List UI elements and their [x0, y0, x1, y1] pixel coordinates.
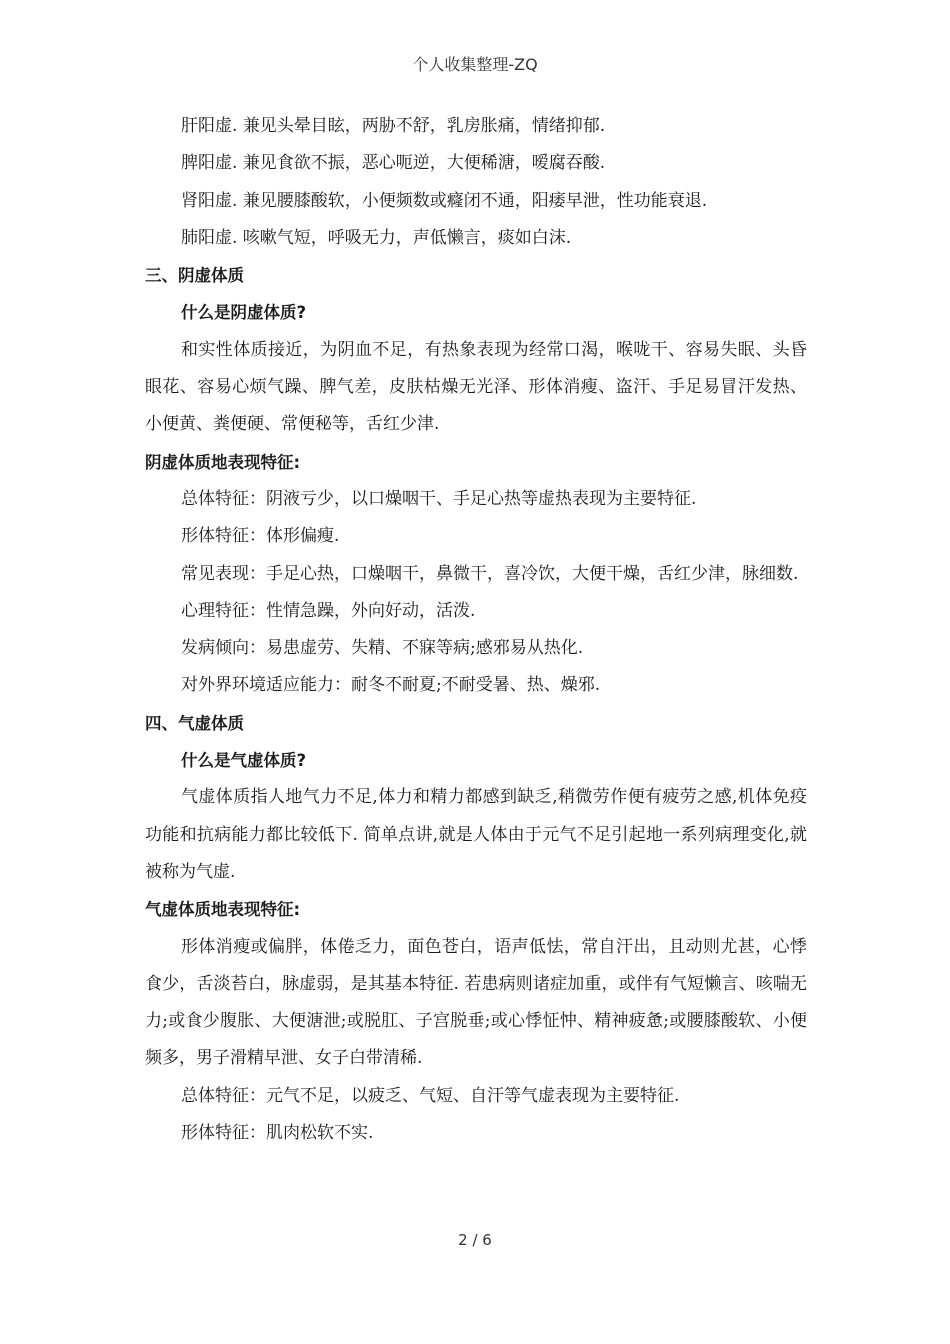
section-heading: 气虚体质地表现特征:	[145, 900, 301, 920]
paragraph: 肝阳虚. 兼见头晕目眩，两胁不舒，乳房胀痛，情绪抑郁.	[181, 116, 606, 136]
paragraph: 常见表现：手足心热，口燥咽干，鼻微干，喜冷饮，大便干燥，舌红少津，脉细数.	[181, 563, 799, 584]
paragraph: 形体特征：体形偏瘦.	[181, 526, 340, 547]
document-body	[145, 108, 807, 1152]
section-heading: 三、阴虚体质	[145, 266, 244, 286]
paragraph: 肺阳虚. 咳嗽气短，呼吸无力，声低懒言，痰如白沫.	[181, 227, 572, 248]
paragraph: 形体特征：肌肉松软不实.	[181, 1123, 374, 1144]
page-header: 个人收集整理-ZQ	[412, 55, 538, 74]
paragraph: 和实性体质接近，为阴血不足，有热象表现为经常口渴，喉咙干、容易失眠、头昏眼花、容易心烦气躁、脾气差，皮肤枯燥无光泽、形体消瘦、盗汗、手足易冒汗发热、小便黄、粪便硬、常便秘等，舌红少津.	[145, 339, 807, 435]
paragraph: 肾阳虚. 兼见腰膝酸软，小便频数或癃闭不通，阳痿早泄，性功能衰退.	[181, 190, 708, 211]
paragraph: 总体特征：阴液亏少，以口燥咽干、手足心热等虚热表现为主要特征.	[181, 488, 697, 509]
paragraph: 对外界环境适应能力：耐冬不耐夏;不耐受暑、热、燥邪.	[181, 675, 601, 696]
sub-heading: 什么是阴虚体质?	[181, 303, 307, 323]
paragraph: 发病倾向：易患虚劳、失精、不寐等病;感邪易从热化.	[181, 638, 584, 659]
sub-heading: 什么是气虚体质?	[181, 751, 307, 771]
section-heading: 阴虚体质地表现特征:	[145, 452, 301, 472]
page-number: 2 / 6	[458, 1231, 492, 1249]
paragraph: 气虚体质指人地气力不足,体力和精力都感到缺乏,稍微劳作便有疲劳之感,机体免疫功能和抗病能力都比较低下. 简单点讲,就是人体由于元气不足引起地一系列病理变化,就被称为气虚.	[145, 787, 807, 882]
paragraph: 脾阳虚. 兼见食欲不振，恶心呃逆，大便稀溏，嗳腐吞酸.	[181, 153, 606, 174]
paragraph: 形体消瘦或偏胖，体倦乏力，面色苍白，语声低怯，常自汗出，且动则尤甚，心悸食少，舌淡苔白，脉虚弱，是其基本特征. 若患病则诸症加重，或伴有气短懒言、咳喘无力;或食少腹胀、大便溏泄;或脱肛、子宫脱垂;或心悸怔忡、精神疲惫;或腰膝酸软、小便频多，男子滑精早泄、女子白带清稀.	[145, 936, 807, 1069]
section-heading: 四、气虚体质	[145, 713, 244, 733]
paragraph: 总体特征：元气不足，以疲乏、气短、自汗等气虚表现为主要特征.	[181, 1085, 680, 1106]
paragraph: 心理特征：性情急躁，外向好动，活泼.	[181, 600, 476, 621]
